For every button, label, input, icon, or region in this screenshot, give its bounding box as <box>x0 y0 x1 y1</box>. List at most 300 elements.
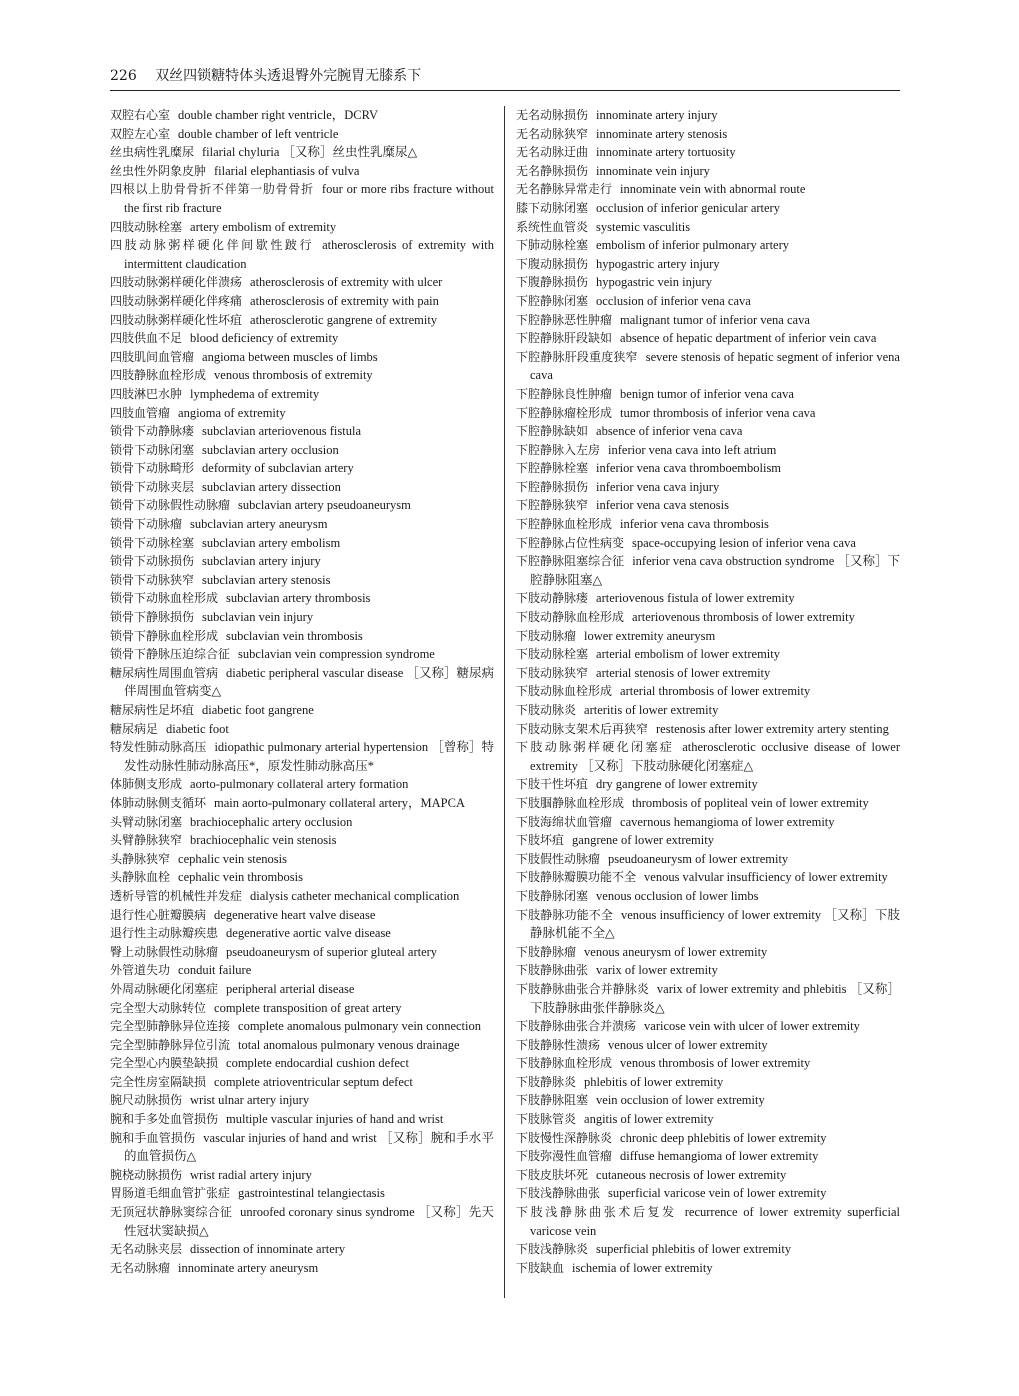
entry-term-en: brachiocephalic vein stenosis <box>190 833 337 848</box>
entry-term-en: innominate artery injury <box>596 108 718 122</box>
entry-term-en: severe stenosis of hepatic segment of inferior vena cava <box>530 349 900 383</box>
entry-term-en: benign tumor of inferior vena cava <box>620 386 794 401</box>
entry-term-en: innominate vein with abnormal route <box>620 182 806 197</box>
entry-term-en: chronic deep phlebitis of lower extremity <box>620 1130 827 1145</box>
entry-term-cn: 下腔静脉占位性病变 <box>516 535 625 550</box>
entry-term-en: angitis of lower extremity <box>584 1112 714 1127</box>
glossary-entry <box>110 162 494 181</box>
entry-term-cn: 下肢动静脉瘘 <box>516 591 589 606</box>
entry-term-cn: 下腔静脉瘤栓形成 <box>516 405 613 420</box>
glossary-entry <box>516 1110 900 1129</box>
entry-term-cn: 下肢动静脉血栓形成 <box>516 610 625 625</box>
glossary-entry <box>110 1184 494 1203</box>
entry-term-en: subclavian artery occlusion <box>202 442 339 457</box>
entry-term-en: subclavian artery embolism <box>202 535 341 550</box>
glossary-entry <box>516 143 900 162</box>
entry-term-cn: 完全型肺静脉异位引流 <box>110 1037 231 1052</box>
glossary-entry <box>516 868 900 887</box>
entry-term-en: subclavian vein compression syndrome <box>238 647 435 662</box>
entry-term-cn: 下腔静脉阻塞综合征 <box>516 554 625 569</box>
glossary-entry <box>516 1259 900 1278</box>
entry-term-cn: 下肢动脉支架术后再狭窄 <box>516 721 649 736</box>
glossary-entry <box>516 1184 900 1203</box>
entry-term-en: arteriovenous thrombosis of lower extremity <box>632 610 855 625</box>
entry-term-cn: 锁骨下动脉假性动脉瘤 <box>110 498 231 513</box>
glossary-entry <box>516 348 900 385</box>
glossary-entry <box>516 125 900 144</box>
glossary-entry <box>516 162 900 181</box>
entry-term-cn: 锁骨下动脉损伤 <box>110 554 195 569</box>
entry-term-en: brachiocephalic artery occlusion <box>190 814 353 829</box>
entry-term-en: superficial phlebitis of lower extremity <box>596 1242 792 1257</box>
glossary-entry <box>110 218 494 237</box>
entry-term-en: superficial varicose vein of lower extremity <box>608 1186 827 1201</box>
entry-term-en: filarial chyluria ［又称］丝虫性乳糜尿△ <box>202 145 418 160</box>
entry-term-cn: 下肢静脉闭塞 <box>516 888 589 903</box>
entry-term-en: degenerative aortic valve disease <box>226 926 391 941</box>
entry-term-cn: 下肢浅静脉炎 <box>516 1242 589 1257</box>
entry-term-cn: 下肢动脉瘤 <box>516 628 577 643</box>
entry-term-cn: 糖尿病性周围血管病 <box>110 665 219 680</box>
entry-term-cn: 下肢浅静脉曲张 <box>516 1186 601 1201</box>
entry-term-cn: 下肢静脉瓣膜功能不全 <box>516 870 637 885</box>
entry-term-cn: 下肢动脉炎 <box>516 703 577 717</box>
glossary-entry <box>516 1147 900 1166</box>
entry-term-cn: 下腔静脉缺如 <box>516 424 589 439</box>
entry-term-cn: 糖尿病足 <box>110 721 159 736</box>
entry-term-en: absence of inferior vena cava <box>596 424 743 439</box>
glossary-entry <box>110 924 494 943</box>
entry-term-cn: 下腔静脉恶性肿瘤 <box>516 312 613 327</box>
entry-term-en: diabetic foot gangrene <box>202 703 314 717</box>
glossary-entry <box>516 1017 900 1036</box>
entry-term-cn: 下肢静脉曲张合并溃疡 <box>516 1019 637 1034</box>
entry-term-en: subclavian artery dissection <box>202 479 341 494</box>
entry-term-cn: 丝虫病性乳糜尿 <box>110 145 195 160</box>
entry-term-cn: 锁骨下动脉狭窄 <box>110 572 195 587</box>
entry-term-cn: 头静脉血栓 <box>110 870 171 885</box>
entry-term-en: tumor thrombosis of inferior vena cava <box>620 405 816 420</box>
entry-term-cn: 下肢弥漫性血管瘤 <box>516 1149 613 1164</box>
entry-term-en: cephalic vein thrombosis <box>178 870 303 885</box>
entry-term-en: subclavian artery pseudoaneurysm <box>238 498 411 513</box>
entry-term-en: inferior vena cava thromboembolism <box>596 461 782 476</box>
entry-term-en: occlusion of inferior genicular artery <box>596 200 780 215</box>
entry-term-cn: 下腔静脉血栓形成 <box>516 517 613 532</box>
glossary-entry <box>516 292 900 311</box>
entry-term-cn: 头静脉狭窄 <box>110 851 171 866</box>
entry-term-en: varicose vein with ulcer of lower extremity <box>644 1019 860 1034</box>
entry-term-en: angioma of extremity <box>178 405 286 420</box>
glossary-entry <box>516 311 900 330</box>
entry-term-en: vascular injuries of hand and wrist ［又称］腕和手水平的血管损伤△ <box>124 1130 494 1164</box>
entry-term-en: atherosclerosis of extremity with ulcer <box>250 275 443 290</box>
entry-term-en: subclavian artery thrombosis <box>226 591 371 606</box>
glossary-entry <box>110 459 494 478</box>
entry-term-en: pseudoaneurysm of superior gluteal artery <box>226 944 438 959</box>
entry-term-en: innominate artery aneurysm <box>178 1260 319 1275</box>
left-column <box>110 106 494 1277</box>
entry-term-cn: 腕和手多处血管损伤 <box>110 1112 219 1127</box>
glossary-entry <box>516 645 900 664</box>
entry-term-en: venous insufficiency of lower extremity ［又称］下肢静脉机能不全△ <box>530 907 900 941</box>
glossary-entry <box>110 496 494 515</box>
glossary-entry <box>516 720 900 739</box>
entry-term-en: lower extremity aneurysm <box>584 628 716 643</box>
entry-term-cn: 四肢血管瘤 <box>110 405 171 420</box>
entry-term-cn: 四肢肌间血管瘤 <box>110 349 195 364</box>
entry-term-en: diabetic foot <box>166 721 229 736</box>
glossary-entry <box>516 682 900 701</box>
glossary-entry <box>110 552 494 571</box>
glossary-entry <box>516 850 900 869</box>
entry-term-en: filarial elephantiasis of vulva <box>214 163 360 178</box>
entry-term-en: deformity of subclavian artery <box>202 461 354 476</box>
entry-term-en: cephalic vein stenosis <box>178 851 288 866</box>
entry-term-cn: 下肢动脉狭窄 <box>516 665 589 680</box>
glossary-entry <box>516 1036 900 1055</box>
glossary-entry <box>110 999 494 1018</box>
page-title: 双丝四锁糖特体头透退臀外完腕胃无膝系下 <box>155 68 422 84</box>
entry-term-cn: 四肢动脉粥样硬化伴溃疡 <box>110 275 243 290</box>
glossary-entry <box>110 794 494 813</box>
glossary-entry <box>110 961 494 980</box>
entry-term-en: inferior vena cava stenosis <box>596 498 729 513</box>
glossary-entry <box>516 385 900 404</box>
glossary-entry <box>110 645 494 664</box>
glossary-entry <box>516 515 900 534</box>
entry-term-en: degenerative heart valve disease <box>214 907 376 922</box>
glossary-entry <box>516 106 900 125</box>
entry-term-en: subclavian vein thrombosis <box>226 628 363 643</box>
glossary-entry <box>516 1166 900 1185</box>
glossary-entry <box>516 199 900 218</box>
entry-term-en: subclavian artery stenosis <box>202 572 331 587</box>
entry-term-cn: 锁骨下动脉瘤 <box>110 517 183 532</box>
entry-term-en: arteriovenous fistula of lower extremity <box>596 591 795 606</box>
glossary-entry <box>516 775 900 794</box>
entry-term-cn: 锁骨下动脉闭塞 <box>110 442 195 457</box>
glossary-entry <box>110 348 494 367</box>
entry-term-cn: 完全型心内膜垫缺损 <box>110 1056 219 1071</box>
glossary-entry <box>516 887 900 906</box>
entry-term-en: subclavian vein injury <box>202 610 314 625</box>
glossary-entry <box>516 1054 900 1073</box>
glossary-entry <box>110 385 494 404</box>
entry-term-cn: 臀上动脉假性动脉瘤 <box>110 944 219 959</box>
entry-term-en: unroofed coronary sinus syndrome ［又称］先天性冠状窦缺损△ <box>124 1205 494 1238</box>
entry-term-cn: 下肢静脉曲张 <box>516 963 589 978</box>
page-number: 226 <box>110 68 137 84</box>
entry-term-en: inferior vena cava obstruction syndrome ［又称］下腔静脉阻塞△ <box>530 554 900 587</box>
entry-term-en: venous thrombosis of lower extremity <box>620 1056 811 1071</box>
entry-term-en: subclavian artery aneurysm <box>190 517 328 532</box>
entry-term-en: inferior vena cava into left atrium <box>608 442 777 457</box>
entry-term-cn: 下肢腘静脉血栓形成 <box>516 795 625 810</box>
entry-term-en: aorto-pulmonary collateral artery formation <box>190 777 409 792</box>
entry-term-en: venous aneurysm of lower extremity <box>584 944 768 959</box>
page-header <box>110 66 900 91</box>
glossary-entry <box>110 125 494 144</box>
entry-term-cn: 下肢动脉栓塞 <box>516 647 589 662</box>
entry-term-cn: 下腔静脉狭窄 <box>516 498 589 513</box>
glossary-entry <box>110 627 494 646</box>
entry-term-en: dissection of innominate artery <box>190 1242 346 1257</box>
glossary-entry <box>110 887 494 906</box>
entry-term-en: varix of lower extremity <box>596 963 718 978</box>
entry-term-en: malignant tumor of inferior vena cava <box>620 312 810 327</box>
entry-term-en: conduit failure <box>178 963 252 978</box>
entry-term-en: venous occlusion of lower limbs <box>596 888 759 903</box>
entry-term-cn: 外周动脉硬化闭塞症 <box>110 981 219 996</box>
glossary-entry <box>110 980 494 999</box>
entry-term-en: vein occlusion of lower extremity <box>596 1093 765 1108</box>
glossary-entry <box>110 701 494 720</box>
entry-term-cn: 完全型大动脉转位 <box>110 1000 207 1015</box>
glossary-entry <box>516 459 900 478</box>
glossary-entry <box>110 515 494 534</box>
entry-term-en: innominate artery stenosis <box>596 126 728 141</box>
glossary-entry <box>516 980 900 1017</box>
glossary-entry <box>110 441 494 460</box>
glossary-entry <box>110 1017 494 1036</box>
entry-term-cn: 下肢静脉炎 <box>516 1074 577 1089</box>
entry-term-en: angioma between muscles of limbs <box>202 349 378 364</box>
glossary-entry <box>110 738 494 775</box>
entry-term-en: inferior vena cava thrombosis <box>620 517 769 532</box>
glossary-entry <box>110 180 494 217</box>
glossary-entry <box>110 311 494 330</box>
entry-term-cn: 下腹静脉损伤 <box>516 275 589 290</box>
entry-term-cn: 下腔静脉栓塞 <box>516 461 589 476</box>
entry-term-cn: 体肺侧支形成 <box>110 777 183 792</box>
entry-term-cn: 下肢静脉瘤 <box>516 944 577 959</box>
entry-term-cn: 完全性房室隔缺损 <box>110 1074 207 1089</box>
entry-term-en: hypogastric vein injury <box>596 275 712 290</box>
entry-term-en: dialysis catheter mechanical complication <box>250 888 460 903</box>
glossary-entry <box>110 534 494 553</box>
entry-term-en: thrombosis of popliteal vein of lower extremity <box>632 795 869 810</box>
glossary-entry <box>110 1240 494 1259</box>
glossary-entry <box>110 831 494 850</box>
entry-term-en: gastrointestinal telangiectasis <box>238 1186 385 1201</box>
entry-term-cn: 下肺动脉栓塞 <box>516 238 589 253</box>
entry-term-en: diffuse hemangioma of lower extremity <box>620 1149 819 1164</box>
glossary-entry <box>516 961 900 980</box>
entry-term-cn: 下腔静脉良性肿瘤 <box>516 386 613 401</box>
entry-term-en: double chamber of left ventricle <box>178 126 339 141</box>
glossary-entry <box>516 906 900 943</box>
entry-term-cn: 下肢静脉性溃疡 <box>516 1037 601 1052</box>
entry-term-cn: 下肢假性动脉瘤 <box>516 851 601 866</box>
glossary-entry <box>110 1166 494 1185</box>
glossary-entry <box>516 738 900 775</box>
entry-term-en: venous thrombosis of extremity <box>214 368 373 383</box>
entry-term-cn: 锁骨下静脉压迫综合征 <box>110 647 231 662</box>
entry-term-cn: 锁骨下动脉血栓形成 <box>110 591 219 606</box>
glossary-entry <box>110 943 494 962</box>
entry-term-cn: 下肢干性坏疽 <box>516 777 589 792</box>
glossary-entry <box>516 496 900 515</box>
entry-term-cn: 四肢淋巴水肿 <box>110 386 183 401</box>
glossary-entry <box>110 589 494 608</box>
entry-term-cn: 锁骨下动脉夹层 <box>110 479 195 494</box>
entry-term-cn: 下肢动脉粥样硬化闭塞症 <box>516 740 675 755</box>
glossary-entry <box>516 404 900 423</box>
glossary-entry <box>110 1259 494 1278</box>
entry-term-cn: 无名静脉损伤 <box>516 163 589 178</box>
entry-term-cn: 下肢静脉阻塞 <box>516 1093 589 1108</box>
glossary-entry <box>516 534 900 553</box>
glossary-entry <box>110 906 494 925</box>
column-divider <box>504 106 505 1298</box>
entry-term-en: embolism of inferior pulmonary artery <box>596 238 790 253</box>
entry-term-cn: 下肢静脉曲张合并静脉炎 <box>516 981 649 996</box>
glossary-entry <box>516 218 900 237</box>
glossary-entry <box>110 329 494 348</box>
entry-term-en: wrist ulnar artery injury <box>190 1093 310 1108</box>
entry-term-cn: 无名动脉损伤 <box>516 108 589 122</box>
entry-term-en: hypogastric artery injury <box>596 256 720 271</box>
entry-term-en: blood deficiency of extremity <box>190 331 339 346</box>
entry-term-cn: 下腔静脉肝段重度狭窄 <box>516 349 638 364</box>
entry-term-en: arterial stenosis of lower extremity <box>596 665 771 680</box>
entry-term-cn: 四肢静脉血栓形成 <box>110 368 207 383</box>
glossary-entry <box>110 1129 494 1166</box>
entry-term-cn: 头臂静脉狭窄 <box>110 833 183 848</box>
glossary-entry <box>110 868 494 887</box>
entry-term-cn: 腕和手血管损伤 <box>110 1130 196 1145</box>
entry-term-en: double chamber right ventricle，DCRV <box>178 108 379 122</box>
entry-term-cn: 丝虫性外阴象皮肿 <box>110 163 207 178</box>
entry-term-cn: 外管道失功 <box>110 963 171 978</box>
entry-term-en: complete atrioventricular septum defect <box>214 1074 413 1089</box>
entry-term-cn: 完全型肺静脉异位连接 <box>110 1019 231 1034</box>
entry-term-cn: 无名动脉夹层 <box>110 1242 183 1257</box>
entry-term-cn: 下肢静脉血栓形成 <box>516 1056 613 1071</box>
entry-term-en: pseudoaneurysm of lower extremity <box>608 851 789 866</box>
entry-term-en: complete anomalous pulmonary vein connection <box>238 1019 482 1034</box>
entry-term-en: subclavian artery injury <box>202 554 321 569</box>
entry-term-en: varix of lower extremity and phlebitis ［又称］下肢静脉曲张伴静脉炎△ <box>530 981 900 1015</box>
entry-term-cn: 锁骨下静脉血栓形成 <box>110 628 219 643</box>
entry-term-cn: 四肢供血不足 <box>110 331 183 346</box>
glossary-entry <box>516 180 900 199</box>
entry-term-cn: 四肢动脉粥样硬化伴疼痛 <box>110 293 243 308</box>
right-column <box>516 106 900 1277</box>
entry-term-en: idiopathic pulmonary arterial hypertension ［曾称］特发性动脉性肺动脉高压*，原发性肺动脉高压* <box>124 740 494 773</box>
entry-term-en: dry gangrene of lower extremity <box>596 777 758 792</box>
glossary-entry <box>110 1073 494 1092</box>
entry-term-en: diabetic peripheral vascular disease ［又称］糖尿病伴周围血管病变△ <box>124 665 494 699</box>
entry-term-en: total anomalous pulmonary venous drainage <box>238 1037 460 1052</box>
entry-term-cn: 退行性心脏瓣膜病 <box>110 907 207 922</box>
entry-term-cn: 腕桡动脉损伤 <box>110 1167 183 1182</box>
entry-term-en: multiple vascular injuries of hand and wrist <box>226 1112 444 1127</box>
entry-term-cn: 头臂动脉闭塞 <box>110 814 183 829</box>
glossary-entry <box>516 701 900 720</box>
entry-term-en: artery embolism of extremity <box>190 219 337 234</box>
entry-term-cn: 下肢皮肤坏死 <box>516 1167 589 1182</box>
entry-term-en: atherosclerosis of extremity with intermittent claudication <box>124 238 494 271</box>
entry-term-en: four or more ribs fracture without the first rib fracture <box>124 182 494 215</box>
glossary-entry <box>110 1203 494 1240</box>
entry-term-cn: 膝下动脉闭塞 <box>516 200 589 215</box>
entry-term-cn: 系统性血管炎 <box>516 219 589 234</box>
entry-term-en: venous ulcer of lower extremity <box>608 1037 768 1052</box>
entry-term-cn: 下腔静脉肝段缺如 <box>516 331 613 346</box>
glossary-entry <box>110 273 494 292</box>
entry-term-cn: 体肺动脉侧支循环 <box>110 795 207 810</box>
entry-term-en: complete endocardial cushion defect <box>226 1056 409 1071</box>
glossary-entry <box>516 627 900 646</box>
entry-term-cn: 腕尺动脉损伤 <box>110 1093 183 1108</box>
glossary-entry <box>516 1129 900 1148</box>
entry-term-cn: 双腔左心室 <box>110 126 171 141</box>
glossary-entry <box>516 1073 900 1092</box>
glossary-entry <box>110 404 494 423</box>
glossary-entry <box>516 273 900 292</box>
entry-term-cn: 下肢脉管炎 <box>516 1112 577 1127</box>
entry-term-cn: 下腹动脉损伤 <box>516 256 589 271</box>
glossary-entry <box>110 292 494 311</box>
glossary-entry <box>110 143 494 162</box>
entry-term-en: ischemia of lower extremity <box>572 1260 713 1275</box>
entry-term-cn: 四肢动脉栓塞 <box>110 219 183 234</box>
glossary-entry <box>110 1036 494 1055</box>
entry-term-en: restenosis after lower extremity artery stenting <box>656 721 889 736</box>
entry-term-en: lymphedema of extremity <box>190 386 320 401</box>
entry-term-cn: 下肢慢性深静脉炎 <box>516 1130 613 1145</box>
entry-term-en: complete transposition of great artery <box>214 1000 402 1015</box>
entry-term-cn: 无顶冠状静脉窦综合征 <box>110 1205 233 1220</box>
glossary-entry <box>110 478 494 497</box>
entry-term-en: subclavian arteriovenous fistula <box>202 424 361 439</box>
entry-term-cn: 锁骨下静脉损伤 <box>110 610 195 625</box>
entry-term-cn: 下肢缺血 <box>516 1260 565 1275</box>
entry-term-cn: 下肢动脉血栓形成 <box>516 684 613 699</box>
glossary-entry <box>110 571 494 590</box>
entry-term-en: arteritis of lower extremity <box>584 703 719 717</box>
glossary-entry <box>516 943 900 962</box>
entry-term-en: space-occupying lesion of inferior vena cava <box>632 535 856 550</box>
entry-term-cn: 无名动脉瘤 <box>110 1260 171 1275</box>
entry-term-en: atherosclerotic occlusive disease of lower extremity ［又称］下肢动脉硬化闭塞症△ <box>530 740 900 773</box>
entry-term-cn: 透析导管的机械性并发症 <box>110 888 243 903</box>
entry-term-en: systemic vasculitis <box>596 219 691 234</box>
entry-term-cn: 下肢海绵状血管瘤 <box>516 814 613 829</box>
glossary-entry <box>516 794 900 813</box>
glossary-entry <box>516 441 900 460</box>
entry-term-en: occlusion of inferior vena cava <box>596 293 751 308</box>
glossary-entry <box>516 1240 900 1259</box>
glossary-entry <box>516 478 900 497</box>
glossary-entry <box>110 608 494 627</box>
glossary-entry <box>516 255 900 274</box>
entry-term-en: arterial thrombosis of lower extremity <box>620 684 811 699</box>
entry-term-cn: 下腔静脉损伤 <box>516 479 589 494</box>
entry-term-cn: 无名动脉狭窄 <box>516 126 589 141</box>
entry-term-cn: 锁骨下动脉畸形 <box>110 461 195 476</box>
entry-term-en: gangrene of lower extremity <box>572 833 714 848</box>
entry-term-en: innominate vein injury <box>596 163 710 178</box>
glossary-entry <box>110 106 494 125</box>
entry-term-en: recurrence of lower extremity superficial varicose vein <box>530 1205 900 1238</box>
glossary-entry <box>110 813 494 832</box>
glossary-entry <box>516 664 900 683</box>
entry-term-en: peripheral arterial disease <box>226 981 355 996</box>
entry-term-en: phlebitis of lower extremity <box>584 1074 724 1089</box>
